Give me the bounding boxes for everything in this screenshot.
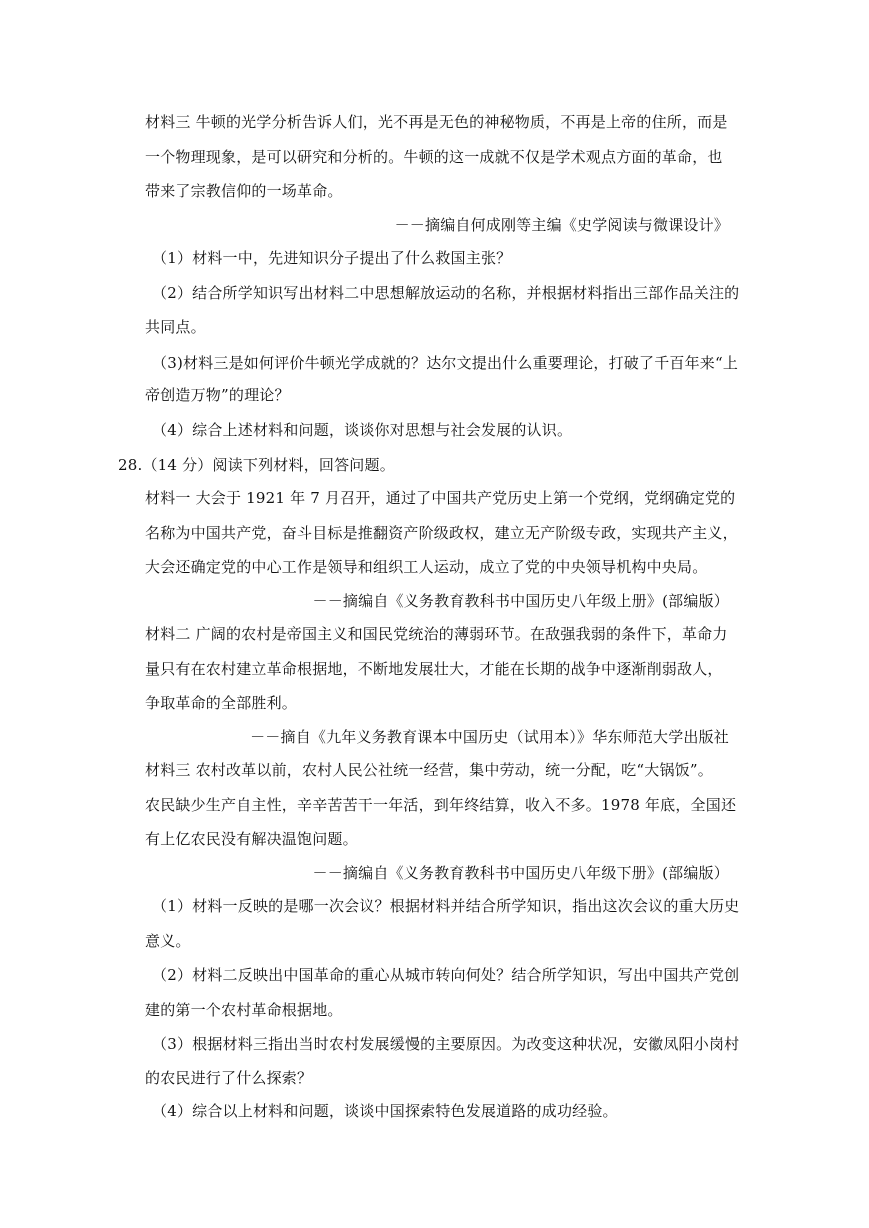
q28-material-1-line-3: 大会还确定党的中心工作是领导和组织工人运动，成立了党的中央领导机构中央局。 xyxy=(145,558,708,576)
q28-material-2-line-2: 量只有在农村建立革命根据地，不断地发展壮大，才能在长期的战争中逐渐削弱敌人， xyxy=(145,660,723,678)
q28-sub-2-line-1: （2）材料二反映出中国革命的重心从城市转向何处？结合所学知识，写出中国共产党创 xyxy=(152,966,740,984)
q28-material-1-line-1: 材料一 大会于 1921 年 7 月召开，通过了中国共产党历史上第一个党纲，党纲确定党的 xyxy=(145,489,736,507)
q27-sub-2-line-2: 共同点。 xyxy=(145,318,206,336)
q27-sub-1: （1）材料一中，先进知识分子提出了什么救国主张？ xyxy=(152,249,512,267)
q28-material-1-line-2: 名称为中国共产党，奋斗目标是推翻资产阶级政权，建立无产阶级专政，实现共产主义， xyxy=(145,524,738,542)
q27-sub-3-line-1: （3)材料三是如何评价牛顿光学成就的？达尔文提出什么重要理论，打破了千百年来“上 xyxy=(152,354,739,372)
q28-sub-1-line-2: 意义。 xyxy=(145,932,191,950)
q27-sub-3-line-2: 帝创造万物”的理论？ xyxy=(145,386,290,404)
q28-sub-2-line-2: 建的第一个农村革命根据地。 xyxy=(145,1001,343,1019)
q27-sub-2-line-1: （2）结合所学知识写出材料二中思想解放运动的名称，并根据材料指出三部作品关注的 xyxy=(152,284,740,302)
material-3-source: －－摘编自何成刚等主编《史学阅读与微课设计》 xyxy=(394,216,729,234)
q28-material-2-line-1: 材料二 广阔的农村是帝国主义和国民党统治的薄弱环节。在敌强我弱的条件下，革命力 xyxy=(145,625,728,643)
q28-material-3-line-2: 农民缺少生产自主性，辛辛苦苦干一年活，到年终结算，收入不多。1978 年底，全国还 xyxy=(145,796,737,814)
q28-sub-4: （4）综合以上材料和问题，谈谈中国探索特色发展道路的成功经验。 xyxy=(152,1102,618,1120)
q28-material-1-source: －－摘编自《义务教育教科书中国历史八年级上册》(部编版） xyxy=(312,592,729,610)
q28-sub-3-line-2: 的农民进行了什么探索？ xyxy=(145,1069,313,1087)
material-3-line-3: 带来了宗教信仰的一场革命。 xyxy=(145,182,343,200)
q28-material-3-line-3: 有上亿农民没有解决温饱问题。 xyxy=(145,830,358,848)
q28-material-3-source: －－摘编自《义务教育教科书中国历史八年级下册》(部编版） xyxy=(312,864,729,882)
q28-material-2-line-3: 争取革命的全部胜利。 xyxy=(145,694,298,712)
q28-material-3-line-1: 材料三 农村改革以前，农村人民公社统一经营，集中劳动，统一分配，吃“大锅饭”。 xyxy=(145,761,713,779)
q28-material-2-source: －－摘自《九年义务教育课本中国历史（试用本）》华东师范大学出版社 xyxy=(250,728,729,746)
q28-sub-3-line-1: （3）根据材料三指出当时农村发展缓慢的主要原因。为改变这种状况，安徽凤阳小岗村 xyxy=(152,1035,740,1053)
q28-heading: 28.（14 分）阅读下列材料，回答问题。 xyxy=(118,456,395,474)
q27-sub-4: （4）综合上述材料和问题，谈谈你对思想与社会发展的认识。 xyxy=(152,421,573,439)
material-3-line-1: 材料三 牛顿的光学分析告诉人们，光不再是无色的神秘物质，不再是上帝的住所，而是 xyxy=(145,113,728,131)
material-3-line-2: 一个物理现象，是可以研究和分析的。牛顿的这一成就不仅是学术观点方面的革命，也 xyxy=(145,148,723,166)
q28-sub-1-line-1: （1）材料一反映的是哪一次会议？根据材料并结合所学知识，指出这次会议的重大历史 xyxy=(152,897,740,915)
